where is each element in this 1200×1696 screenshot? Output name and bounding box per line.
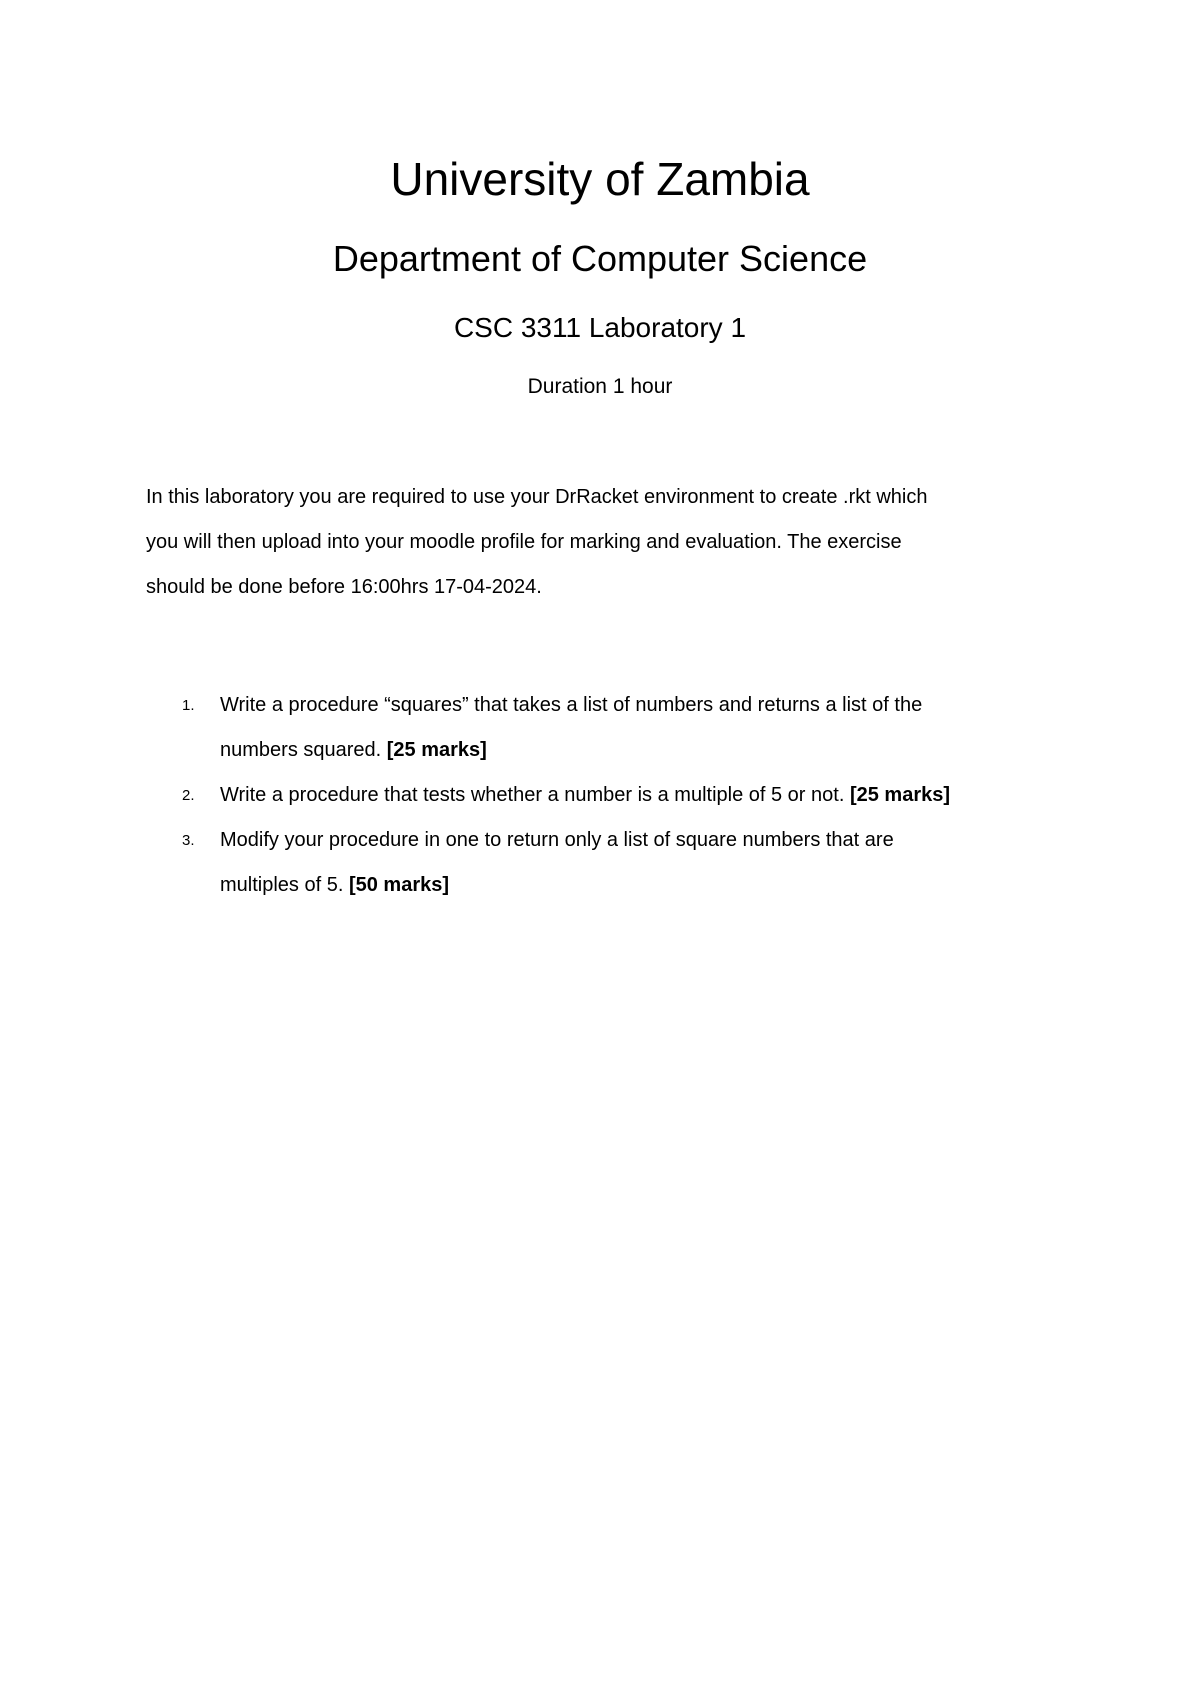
- task-item-2: [146, 773, 1076, 818]
- task-line-text: multiples of 5.: [220, 874, 349, 896]
- intro-paragraph: [146, 475, 1066, 610]
- intro-line: should be done before 16:00hrs 17-04-2024.: [146, 576, 542, 598]
- task-line: [220, 773, 1076, 818]
- task-number: 2.: [182, 787, 195, 804]
- task-list: [146, 683, 1076, 908]
- course-title: CSC 3311 Laboratory 1: [453, 312, 747, 343]
- task-number: 1.: [182, 697, 195, 714]
- task-item-1: [146, 683, 1076, 773]
- task-line: Modify your procedure in one to return only a list of square numbers that are: [220, 829, 894, 851]
- task-text: [220, 818, 1076, 908]
- marks-label: [25 marks]: [386, 739, 487, 761]
- task-line-text: Write a procedure that tests whether a number is a multiple of 5 or not.: [220, 784, 850, 806]
- marks-label: [25 marks]: [849, 784, 951, 806]
- task-number: 3.: [182, 832, 195, 849]
- university-title: University of Zambia: [390, 153, 810, 205]
- task-item-3: [146, 818, 1076, 908]
- task-line: Write a procedure “squares” that takes a list of numbers and returns a list of the: [220, 694, 923, 716]
- department-title: Department of Computer Science: [332, 238, 868, 279]
- task-line-text: numbers squared.: [220, 739, 387, 761]
- marks-label: [50 marks]: [348, 874, 450, 896]
- intro-line: you will then upload into your moodle profile for marking and evaluation. The exercise: [146, 531, 902, 553]
- task-line: [220, 728, 1076, 773]
- intro-line: In this laboratory you are required to use your DrRacket environment to create .rkt which: [146, 486, 928, 508]
- task-line: [220, 863, 1076, 908]
- task-text: [220, 683, 1076, 773]
- task-text: [220, 773, 1076, 818]
- duration-text: Duration 1 hour: [527, 375, 673, 398]
